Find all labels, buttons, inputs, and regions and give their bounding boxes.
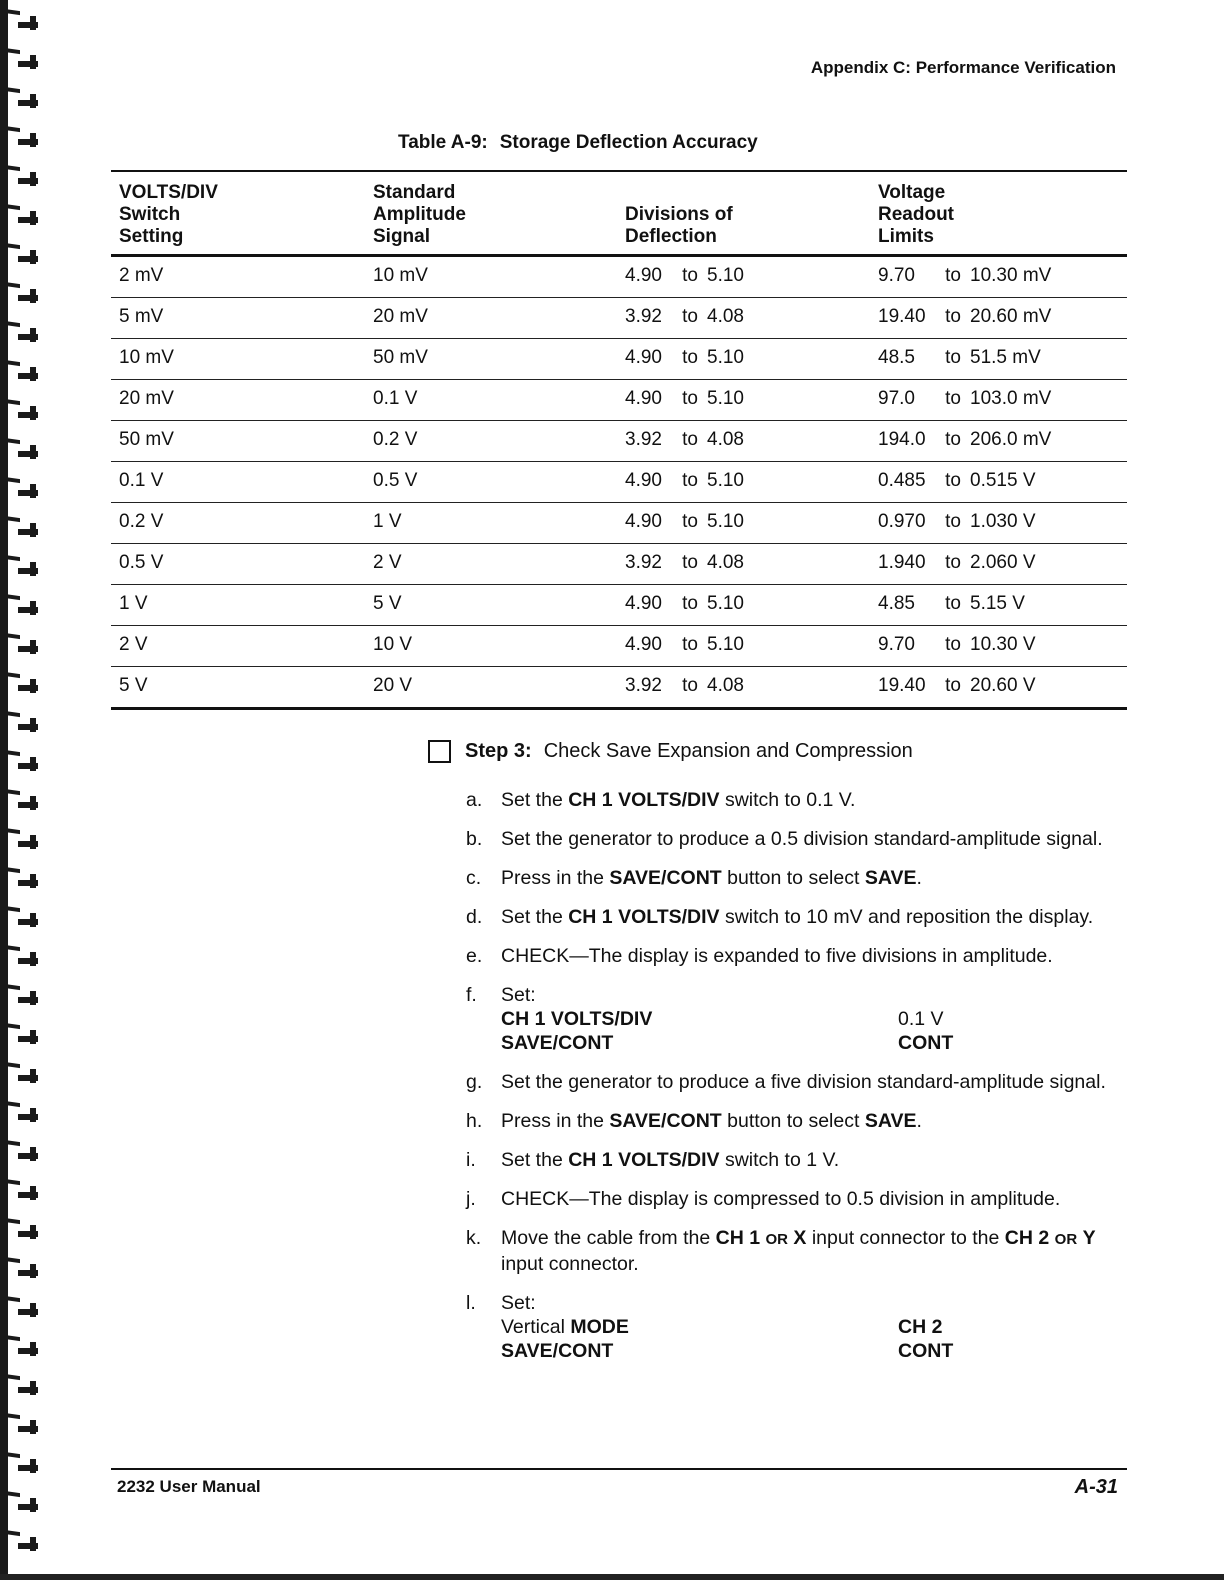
setting-row: [501, 1315, 1126, 1339]
limit-high: 20.60 V: [970, 675, 1036, 696]
table-number: Table A-9:: [398, 132, 488, 153]
instruction-list: [466, 788, 1126, 1378]
div-to: to: [682, 593, 698, 614]
cell-limits: [878, 593, 1025, 615]
cell-limits: [878, 675, 1036, 697]
limit-high: 103.0 mV: [970, 388, 1052, 409]
header-line: Deflection: [625, 226, 717, 247]
connector-name: CH 1: [715, 1227, 761, 1249]
binding-mark: [4, 1373, 36, 1407]
div-low: 4.90: [625, 470, 662, 491]
div-low: 3.92: [625, 552, 662, 573]
div-to: to: [682, 511, 698, 532]
item-letter: c.: [466, 867, 482, 889]
cell-divisions: [625, 634, 744, 656]
cell-volts-div: 10 mV: [119, 347, 174, 368]
div-high: 4.08: [707, 429, 744, 450]
cell-divisions: [625, 470, 744, 492]
setting-name: MODE: [570, 1316, 629, 1338]
div-to: to: [682, 347, 698, 368]
item-text: Set:: [501, 1292, 536, 1314]
div-high: 5.10: [707, 593, 744, 614]
limit-low: 9.70: [878, 634, 915, 655]
setting-prefix: Vertical: [501, 1316, 571, 1338]
item-text: input connector.: [501, 1253, 639, 1275]
div-high: 5.10: [707, 265, 744, 286]
div-high: 4.08: [707, 675, 744, 696]
item-text: Set the: [501, 1149, 569, 1171]
item-text: Set the: [501, 789, 569, 811]
table-row: [111, 503, 1127, 543]
header-divisions: [625, 204, 733, 248]
cell-divisions: [625, 552, 744, 574]
setting-row: [501, 1031, 1126, 1055]
binding-mark: [4, 1451, 36, 1485]
div-low: 4.90: [625, 265, 662, 286]
limit-to: to: [945, 265, 961, 286]
binding-mark: [4, 593, 36, 627]
binding-mark: [4, 164, 36, 198]
control-name: CH 1 VOLTS/DIV: [568, 1149, 720, 1171]
limit-to: to: [945, 593, 961, 614]
binding-mark: [4, 359, 36, 393]
cell-volts-div: 0.1 V: [119, 470, 164, 491]
setting-row: [501, 1007, 1126, 1031]
binding-mark: [4, 866, 36, 900]
cell-divisions: [625, 388, 744, 410]
header-line: Setting: [119, 226, 184, 247]
header-line: Voltage: [878, 182, 946, 203]
item-text: button to select: [721, 867, 865, 889]
instruction-g: [466, 1070, 1126, 1094]
setting-row: [501, 1339, 1126, 1363]
binding-mark: [4, 788, 36, 822]
div-to: to: [682, 552, 698, 573]
setting-value: CONT: [898, 1032, 954, 1054]
instruction-c: [466, 866, 1126, 890]
instruction-f: [466, 983, 1126, 1055]
item-letter: i.: [466, 1149, 476, 1171]
cell-divisions: [625, 265, 744, 287]
binding-mark: [4, 125, 36, 159]
item-text: .: [916, 1110, 922, 1132]
binding-mark: [4, 1022, 36, 1056]
item-letter: e.: [466, 945, 483, 967]
binding-mark: [4, 1490, 36, 1524]
table-row: [111, 339, 1127, 379]
div-to: to: [682, 306, 698, 327]
cell-divisions: [625, 675, 744, 697]
cell-limits: [878, 265, 1051, 287]
div-to: to: [682, 634, 698, 655]
limit-low: 9.70: [878, 265, 915, 286]
item-letter: a.: [466, 789, 483, 811]
item-text: Press in the: [501, 867, 610, 889]
binding-mark: [4, 281, 36, 315]
limit-to: to: [945, 552, 961, 573]
div-high: 4.08: [707, 306, 744, 327]
binding-mark: [4, 749, 36, 783]
limit-to: to: [945, 306, 961, 327]
cell-volts-div: 5 mV: [119, 306, 164, 327]
div-low: 4.90: [625, 593, 662, 614]
div-low: 3.92: [625, 306, 662, 327]
control-name: SAVE/CONT: [609, 867, 722, 889]
instruction-j: [466, 1187, 1126, 1211]
control-name: SAVE/CONT: [609, 1110, 722, 1132]
binding-mark: [4, 905, 36, 939]
div-high: 5.10: [707, 388, 744, 409]
instruction-b: [466, 827, 1126, 851]
step-text: Check Save Expansion and Compression: [543, 740, 913, 762]
setting-name: SAVE/CONT: [501, 1032, 614, 1054]
header-line: Limits: [878, 226, 934, 247]
item-text: switch to 1 V.: [719, 1149, 840, 1171]
cell-divisions: [625, 306, 744, 328]
cell-signal: 1 V: [373, 511, 402, 532]
setting-name: CH 1 VOLTS/DIV: [501, 1008, 653, 1030]
table-row: [111, 544, 1127, 584]
limit-low: 0.485: [878, 470, 926, 491]
table-title: [398, 132, 758, 154]
binding-mark: [4, 47, 36, 81]
cell-limits: [878, 470, 1036, 492]
cell-limits: [878, 347, 1041, 369]
div-to: to: [682, 429, 698, 450]
footer-rule: [111, 1468, 1127, 1470]
item-text: switch to 10 mV and reposition the display.: [719, 906, 1094, 928]
binding-mark: [4, 1061, 36, 1095]
binding-mark: [4, 632, 36, 666]
limit-high: 10.30 V: [970, 634, 1036, 655]
cell-limits: [878, 634, 1036, 656]
item-text: Move the cable from the: [501, 1227, 716, 1249]
item-text: Set the generator to produce a 0.5 division standard-amplitude signal.: [501, 828, 1103, 850]
binding-mark: [4, 554, 36, 588]
div-high: 5.10: [707, 347, 744, 368]
cell-volts-div: 0.5 V: [119, 552, 164, 573]
binding-mark: [4, 515, 36, 549]
header-volts-div: [119, 182, 218, 248]
limit-high: 206.0 mV: [970, 429, 1052, 450]
limit-low: 97.0: [878, 388, 915, 409]
cell-limits: [878, 511, 1036, 533]
item-text: Set:: [501, 984, 536, 1006]
div-low: 4.90: [625, 511, 662, 532]
binding-mark: [4, 8, 36, 42]
header-standard-amplitude: [373, 182, 466, 248]
cell-limits: [878, 388, 1051, 410]
spiral-binding-edge: [0, 0, 42, 1580]
item-text: Set the generator to produce a five division standard-amplitude signal.: [501, 1071, 1106, 1093]
item-text: .: [916, 867, 922, 889]
limit-high: 20.60 mV: [970, 306, 1052, 327]
limit-to: to: [945, 470, 961, 491]
header-line: Readout: [878, 204, 954, 225]
div-low: 4.90: [625, 347, 662, 368]
cell-limits: [878, 552, 1036, 574]
control-name: CH 1 VOLTS/DIV: [568, 789, 720, 811]
limit-high: 2.060 V: [970, 552, 1036, 573]
binding-mark: [4, 320, 36, 354]
cell-signal: 50 mV: [373, 347, 428, 368]
div-to: to: [682, 470, 698, 491]
table-title-text: Storage Deflection Accuracy: [499, 132, 758, 153]
footer-manual-title: 2232 User Manual: [117, 1477, 261, 1496]
setting-value: 0.1 V: [898, 1008, 944, 1030]
storage-deflection-table: [111, 170, 1127, 710]
connector-name: Y: [1082, 1227, 1096, 1249]
table-row: [111, 626, 1127, 666]
table-bottom-rule: [111, 707, 1127, 710]
binding-mark: [4, 242, 36, 276]
header-line: VOLTS/DIV: [119, 182, 218, 203]
limit-to: to: [945, 388, 961, 409]
item-letter: l.: [466, 1292, 476, 1314]
binding-mark: [4, 827, 36, 861]
limit-low: 48.5: [878, 347, 915, 368]
div-low: 4.90: [625, 388, 662, 409]
cell-volts-div: 5 V: [119, 675, 148, 696]
cell-divisions: [625, 347, 744, 369]
limit-high: 51.5 mV: [970, 347, 1041, 368]
step-label: Step 3:: [465, 740, 532, 762]
item-letter: h.: [466, 1110, 483, 1132]
item-letter: k.: [466, 1227, 482, 1249]
cell-signal: 0.2 V: [373, 429, 418, 450]
cell-volts-div: 2 V: [119, 634, 148, 655]
item-text: CHECK—The display is expanded to five divisions in amplitude.: [501, 945, 1053, 967]
cell-volts-div: 50 mV: [119, 429, 174, 450]
cell-volts-div: 20 mV: [119, 388, 174, 409]
binding-mark: [4, 1529, 36, 1563]
cell-divisions: [625, 593, 744, 615]
item-text: switch to 0.1 V.: [719, 789, 856, 811]
limit-low: 0.970: [878, 511, 926, 532]
cell-divisions: [625, 429, 744, 451]
binding-mark: [4, 983, 36, 1017]
connector-name: CH 2: [1004, 1227, 1050, 1249]
header-line: Switch: [119, 204, 181, 225]
div-high: 5.10: [707, 470, 744, 491]
setting-value: CONT: [898, 1340, 954, 1362]
limit-to: to: [945, 511, 961, 532]
cell-volts-div: 1 V: [119, 593, 148, 614]
limit-to: to: [945, 429, 961, 450]
instruction-e: [466, 944, 1126, 968]
binding-mark: [4, 671, 36, 705]
limit-low: 4.85: [878, 593, 915, 614]
instruction-h: [466, 1109, 1126, 1133]
div-to: to: [682, 265, 698, 286]
cell-volts-div: 2 mV: [119, 265, 164, 286]
cell-signal: 2 V: [373, 552, 402, 573]
header-line: Divisions of: [625, 204, 733, 225]
cell-signal: 20 mV: [373, 306, 428, 327]
div-low: 3.92: [625, 675, 662, 696]
cell-signal: 0.5 V: [373, 470, 418, 491]
div-high: 4.08: [707, 552, 744, 573]
control-name: SAVE: [864, 1110, 917, 1132]
table-body: [111, 257, 1127, 707]
instruction-l: [466, 1291, 1126, 1363]
limit-low: 1.940: [878, 552, 926, 573]
binding-mark: [4, 710, 36, 744]
connector-name: X: [793, 1227, 807, 1249]
setting-name: SAVE/CONT: [501, 1340, 614, 1362]
div-low: 4.90: [625, 634, 662, 655]
connector-or: OR: [765, 1231, 788, 1248]
limit-to: to: [945, 634, 961, 655]
item-text: button to select: [721, 1110, 865, 1132]
binding-mark: [4, 203, 36, 237]
cell-divisions: [625, 511, 744, 533]
cell-signal: 10 mV: [373, 265, 428, 286]
instruction-d: [466, 905, 1126, 929]
control-name: SAVE: [864, 867, 917, 889]
step-3: [428, 740, 913, 763]
table-row: [111, 421, 1127, 461]
binding-mark: [4, 1256, 36, 1290]
limit-low: 194.0: [878, 429, 926, 450]
limit-high: 0.515 V: [970, 470, 1036, 491]
limit-high: 1.030 V: [970, 511, 1036, 532]
limit-low: 19.40: [878, 675, 926, 696]
cell-signal: 20 V: [373, 675, 413, 696]
item-text: Press in the: [501, 1110, 610, 1132]
item-text: input connector to the: [806, 1227, 1005, 1249]
cell-signal: 10 V: [373, 634, 413, 655]
binding-mark: [4, 1100, 36, 1134]
table-row: [111, 462, 1127, 502]
item-text: CHECK—The display is compressed to 0.5 division in amplitude.: [501, 1188, 1061, 1210]
div-to: to: [682, 675, 698, 696]
control-name: CH 1 VOLTS/DIV: [568, 906, 720, 928]
header-line: Signal: [373, 226, 431, 247]
limit-high: 10.30 mV: [970, 265, 1052, 286]
limit-high: 5.15 V: [970, 593, 1025, 614]
instruction-a: [466, 788, 1126, 812]
instruction-k: [466, 1226, 1126, 1276]
table-row: [111, 380, 1127, 420]
table-header-row: [111, 172, 1127, 254]
header-line: Standard: [373, 182, 456, 203]
limit-to: to: [945, 347, 961, 368]
table-row: [111, 298, 1127, 338]
limit-low: 19.40: [878, 306, 926, 327]
div-high: 5.10: [707, 511, 744, 532]
cell-signal: 5 V: [373, 593, 402, 614]
binding-mark: [4, 1412, 36, 1446]
binding-mark: [4, 1217, 36, 1251]
binding-mark: [4, 398, 36, 432]
item-letter: g.: [466, 1071, 483, 1093]
item-letter: f.: [466, 984, 477, 1006]
cell-volts-div: 0.2 V: [119, 511, 164, 532]
connector-or: OR: [1054, 1231, 1078, 1248]
cell-signal: 0.1 V: [373, 388, 418, 409]
table-row: [111, 585, 1127, 625]
limit-to: to: [945, 675, 961, 696]
running-head: Appendix C: Performance Verification: [810, 58, 1116, 77]
div-low: 3.92: [625, 429, 662, 450]
binding-mark: [4, 1295, 36, 1329]
item-letter: d.: [466, 906, 483, 928]
instruction-i: [466, 1148, 1126, 1172]
item-letter: j.: [466, 1188, 476, 1210]
header-voltage-limits: [878, 182, 954, 248]
item-letter: b.: [466, 828, 483, 850]
binding-mark: [4, 86, 36, 120]
header-line: Amplitude: [373, 204, 466, 225]
binding-mark: [4, 1139, 36, 1173]
step-checkbox[interactable]: [428, 740, 451, 763]
footer-page-number: A-31: [1074, 1476, 1118, 1498]
binding-mark: [4, 1178, 36, 1212]
binding-mark: [4, 437, 36, 471]
binding-mark: [4, 476, 36, 510]
setting-value: CH 2: [898, 1316, 943, 1338]
binding-mark: [4, 1334, 36, 1368]
binding-mark: [4, 944, 36, 978]
table-row: [111, 257, 1127, 297]
page-bottom-edge: [0, 1574, 1224, 1580]
cell-limits: [878, 306, 1051, 328]
div-high: 5.10: [707, 634, 744, 655]
item-text: Set the: [501, 906, 569, 928]
cell-limits: [878, 429, 1051, 451]
table-row: [111, 667, 1127, 707]
div-to: to: [682, 388, 698, 409]
